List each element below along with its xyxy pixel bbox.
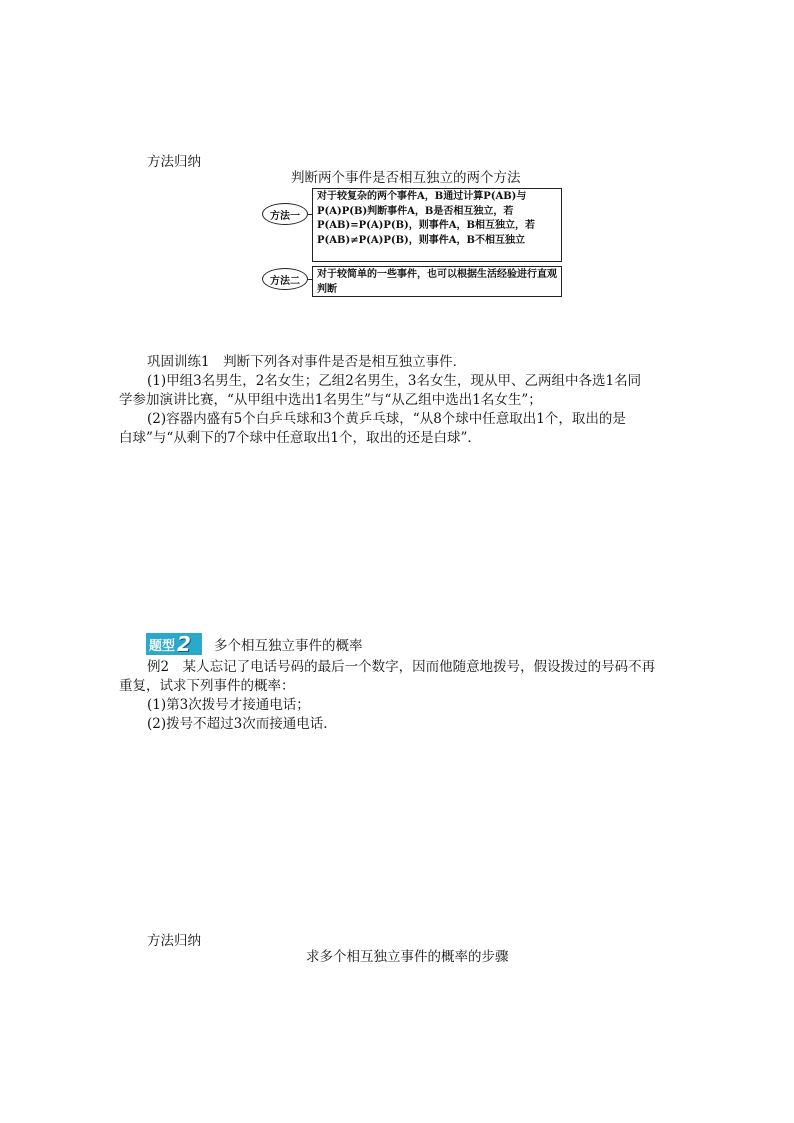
exercise1-item2-line2: 白球”与“从剩下的7个球中任意取出1个，取出的还是白球”． xyxy=(119,430,481,446)
diagram-title: 判断两个事件是否相互独立的两个方法 xyxy=(291,170,521,186)
example2-line1: 例2 某人忘记了电话号码的最后一个数字，因而他随意地拨号，假设拨过的号码不再 xyxy=(147,659,656,675)
example2-line2: 重复，试求下列事件的概率： xyxy=(119,678,295,694)
method2-label: 方法二 xyxy=(262,268,308,290)
topic-badge xyxy=(146,633,202,655)
exercise1-item1-line1: (1)甲组3名男生，2名女生；乙组2名男生，3名女生，现从甲、乙两组中各选1名同 xyxy=(147,373,642,389)
topic-badge-number: 2 xyxy=(177,632,191,656)
steps-subtitle: 求多个相互独立事件的概率的步骤 xyxy=(306,949,509,965)
example2-question2: (2)拨号不超过3次而接通电话． xyxy=(147,716,337,732)
exercise1-title: 巩固训练1 判断下列各对事件是否是相互独立事件． xyxy=(147,354,467,370)
method1-box: 对于较复杂的两个事件A，B通过计算P(AB)与P(A)P(B)判断事件A，B是否相互独立，若P(AB)=P(A)P(B)，则事件A，B相互独立，若P(AB)≠P(A)P(B)，则事件A，B不相互独立 xyxy=(312,188,562,262)
exercise1-item2-line1: (2)容器内盛有5个白乒乓球和3个黄乒乓球，“从8个球中任意取出1个，取出的是 xyxy=(147,411,626,427)
topic2-title: 多个相互独立事件的概率 xyxy=(214,638,363,654)
method2-box: 对于较简单的一些事件，也可以根据生活经验进行直观判断 xyxy=(312,266,562,297)
method1-label: 方法一 xyxy=(262,203,308,225)
method-summary-heading: 方法归纳 xyxy=(147,154,201,170)
exercise1-item1-line2: 学参加演讲比赛，“从甲组中选出1名男生”与“从乙组中选出1名女生”； xyxy=(119,392,542,408)
example2-question1: (1)第3次拨号才接通电话； xyxy=(147,697,310,713)
topic-badge-text: 题型 xyxy=(149,638,176,654)
method-summary-heading-2: 方法归纳 xyxy=(147,933,201,949)
